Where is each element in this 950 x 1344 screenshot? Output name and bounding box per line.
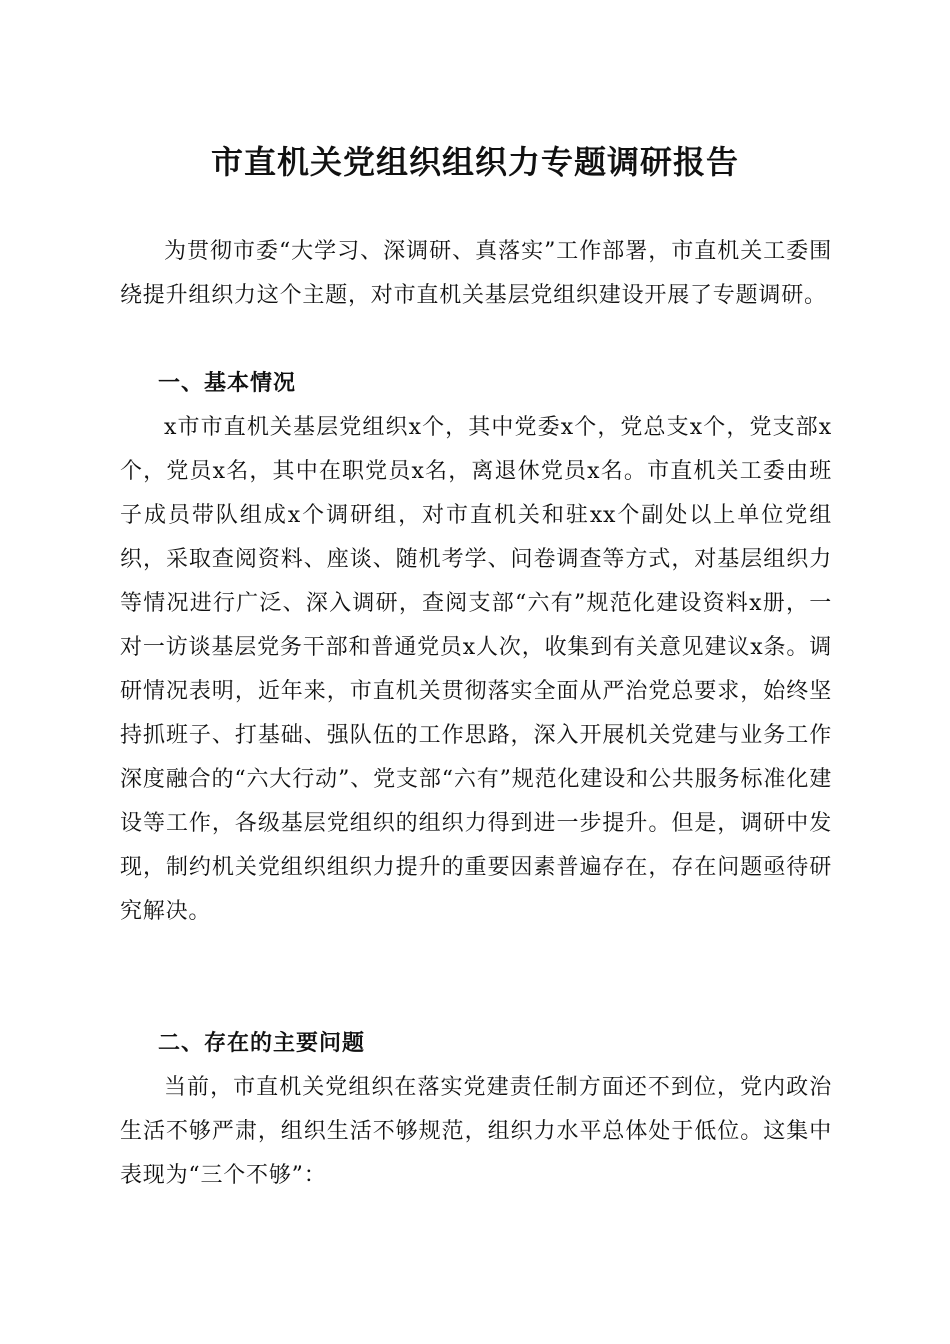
section-heading-main-problems: 二、存在的主要问题 [158,1031,366,1056]
main-problems-paragraph: 当前，市直机关党组织在落实党建责任制方面还不到位，党内政治生活不够严肃，组织生活不够规范，组织力水平总体处于低位。这集中表现为“三个不够”： [120,1075,832,1188]
intro-paragraph: 为贯彻市委“大学习、深调研、真落实”工作部署，市直机关工委围绕提升组织力这个主题，对市直机关基层党组织建设开展了专题调研。 [120,239,832,308]
document-title: 市直机关党组织组织力专题调研报告 [210,143,739,181]
basic-situation-paragraph: x市市直机关基层党组织x个，其中党委x个，党总支x个，党支部x个，党员x名，其中在职党员x名，离退休党员x名。市直机关工委由班子成员带队组成x个调研组，对市直机关和驻xx个副处以上单位党组织，采取查阅资料、座谈、随机考学、问卷调查等方式，对基层组织力等情况进行广泛、深入调研，查阅支部“六有”规范化建设资料x册，一对一访谈基层党务干部和普通党员x人次，收集到有关意见建议x条。调研情况表明，近年来，市直机关贯彻落实全面从严治党总要求，始终坚持抓班子、打基础、强队伍的工作思路，深入开展机关党建与业务工作深度融合的“六大行动”、党支部“六有”规范化建设和公共服务标准化建设等工作，各级基层党组织的组织力得到进一步提升。但是，调研中发现，制约机关党组织组织力提升的重要因素普遍存在，存在问题亟待研究解决。 [120,415,832,924]
section-heading-basic-situation: 一、基本情况 [158,371,297,396]
document-body [120,230,832,1198]
